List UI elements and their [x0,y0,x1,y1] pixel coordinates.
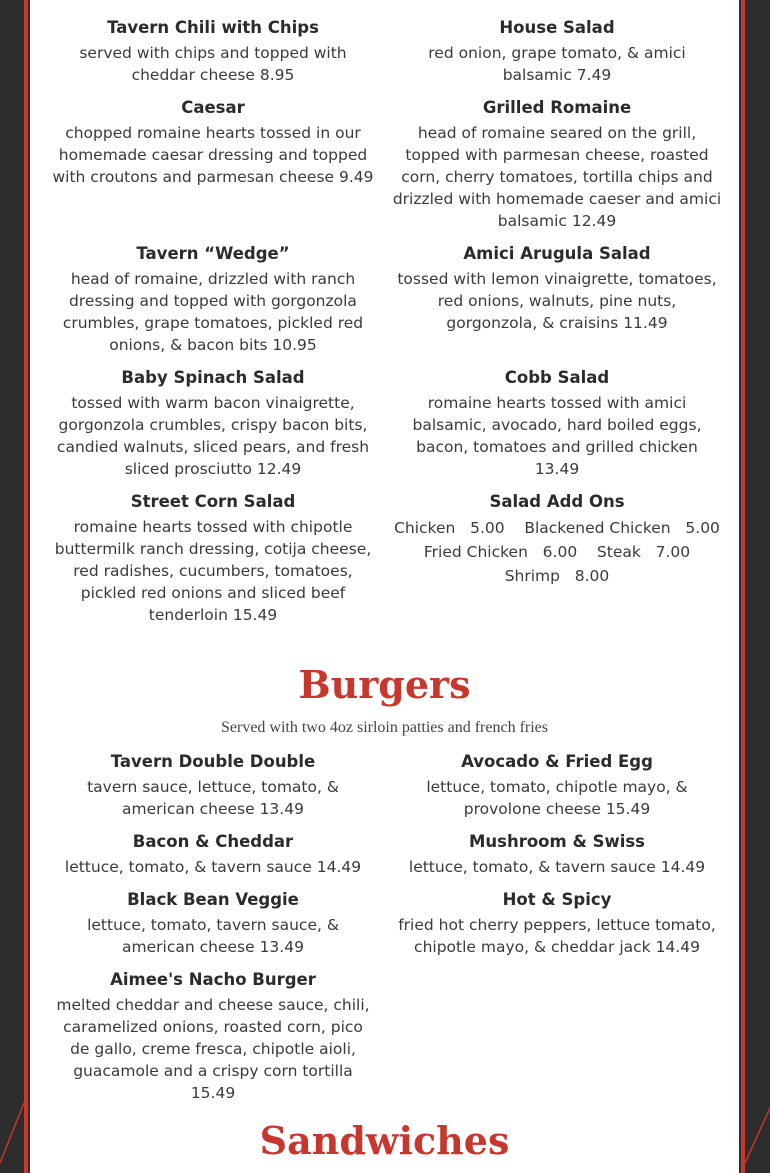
item-name: Bacon & Cheddar [132,832,294,851]
menu-item [52,98,374,188]
item-description: romaine hearts tossed with chipotle buttermilk ranch dressing, cotija cheese, red radishes, cucumbers, tomatoes, pickled red onions and sliced beef tenderloin 15.49 [54,518,372,624]
left-decoration [0,1023,24,1173]
menu-item [52,752,374,820]
item-name: Street Corn Salad [130,492,296,511]
right-border-line [741,0,745,1173]
item-description: served with chips and topped with cheddar cheese 8.95 [79,44,347,84]
add-ons-line: Shrimp 8.00 [504,567,610,585]
add-ons-title: Salad Add Ons [489,492,625,511]
item-description: head of romaine, drizzled with ranch dressing and topped with gorgonzola crumbles, grape tomatoes, pickled red onions, & bacon bits 10.95 [62,270,364,354]
item-description: melted cheddar and cheese sauce, chili, caramelized onions, roasted corn, pico de gallo, creme fresca, chipotle aioli, guacamole and a crispy corn tortilla 15.49 [56,996,370,1102]
item-name: Avocado & Fried Egg [461,752,653,771]
item-description: lettuce, tomato, & tavern sauce 14.49 [64,858,362,876]
menu-item [52,832,374,878]
menu-item [52,244,374,356]
menu-item [392,752,722,820]
item-name: Mushroom & Swiss [468,832,646,851]
section-title-burgers: Burgers [298,662,471,707]
item-name: Tavern “Wedge” [136,244,290,263]
section-title-sandwiches: Sandwiches [259,1118,510,1163]
right-decoration [745,1023,770,1173]
item-description: lettuce, tomato, tavern sauce, & american cheese 13.49 [87,916,339,956]
item-description: chopped romaine hearts tossed in our homemade caesar dressing and topped with croutons and parmesan cheese 9.49 [52,124,374,186]
item-name: House Salad [499,18,615,37]
item-name: Baby Spinach Salad [121,368,305,387]
menu-page [30,0,739,1173]
salad-add-ons [392,492,722,588]
item-description: tavern sauce, lettuce, tomato, & american cheese 13.49 [87,778,339,818]
menu-item [392,98,722,232]
menu-item [52,492,374,626]
item-name: Amici Arugula Salad [463,244,651,263]
menu-item [392,244,722,334]
item-name: Caesar [181,98,245,117]
item-name: Tavern Double Double [110,752,316,771]
item-description: head of romaine seared on the grill, topped with parmesan cheese, roasted corn, cherry tomatoes, tortilla chips and drizzled with homemade caeser and amici balsamic 12.49 [392,124,722,230]
menu-item [392,890,722,958]
menu-item [52,890,374,958]
menu-item [392,368,722,480]
item-description: tossed with warm bacon vinaigrette, gorgonzola crumbles, crispy bacon bits, candied walnuts, sliced pears, and fresh sliced prosciutto 12.49 [56,394,370,478]
add-ons-line: Chicken 5.00 Blackened Chicken 5.00 [394,519,720,537]
item-name: Aimee's Nacho Burger [110,970,316,989]
item-name: Tavern Chili with Chips [107,18,319,37]
item-description: tossed with lemon vinaigrette, tomatoes, red onions, walnuts, pine nuts, gorgonzola, & craisins 11.49 [397,270,717,332]
item-name: Hot & Spicy [502,890,612,909]
menu-item [52,18,374,86]
burgers-note: Served with two 4oz sirloin patties and french fries [220,719,549,736]
menu-item [52,368,374,480]
item-description: red onion, grape tomato, & amici balsamic 7.49 [428,44,686,84]
item-name: Black Bean Veggie [127,890,299,909]
left-border-line [24,0,28,1173]
menu-item [52,970,374,1104]
item-name: Grilled Romaine [482,98,632,117]
item-description: lettuce, tomato, & tavern sauce 14.49 [408,858,706,876]
item-description: romaine hearts tossed with amici balsamic, avocado, hard boiled eggs, bacon, tomatoes and grilled chicken 13.49 [412,394,702,478]
item-description: lettuce, tomato, chipotle mayo, & provolone cheese 15.49 [426,778,688,818]
item-description: fried hot cherry peppers, lettuce tomato, chipotle mayo, & cheddar jack 14.49 [398,916,716,956]
add-ons-line: Fried Chicken 6.00 Steak 7.00 [423,543,691,561]
menu-item [392,832,722,878]
menu-item [392,18,722,86]
item-name: Cobb Salad [504,368,610,387]
